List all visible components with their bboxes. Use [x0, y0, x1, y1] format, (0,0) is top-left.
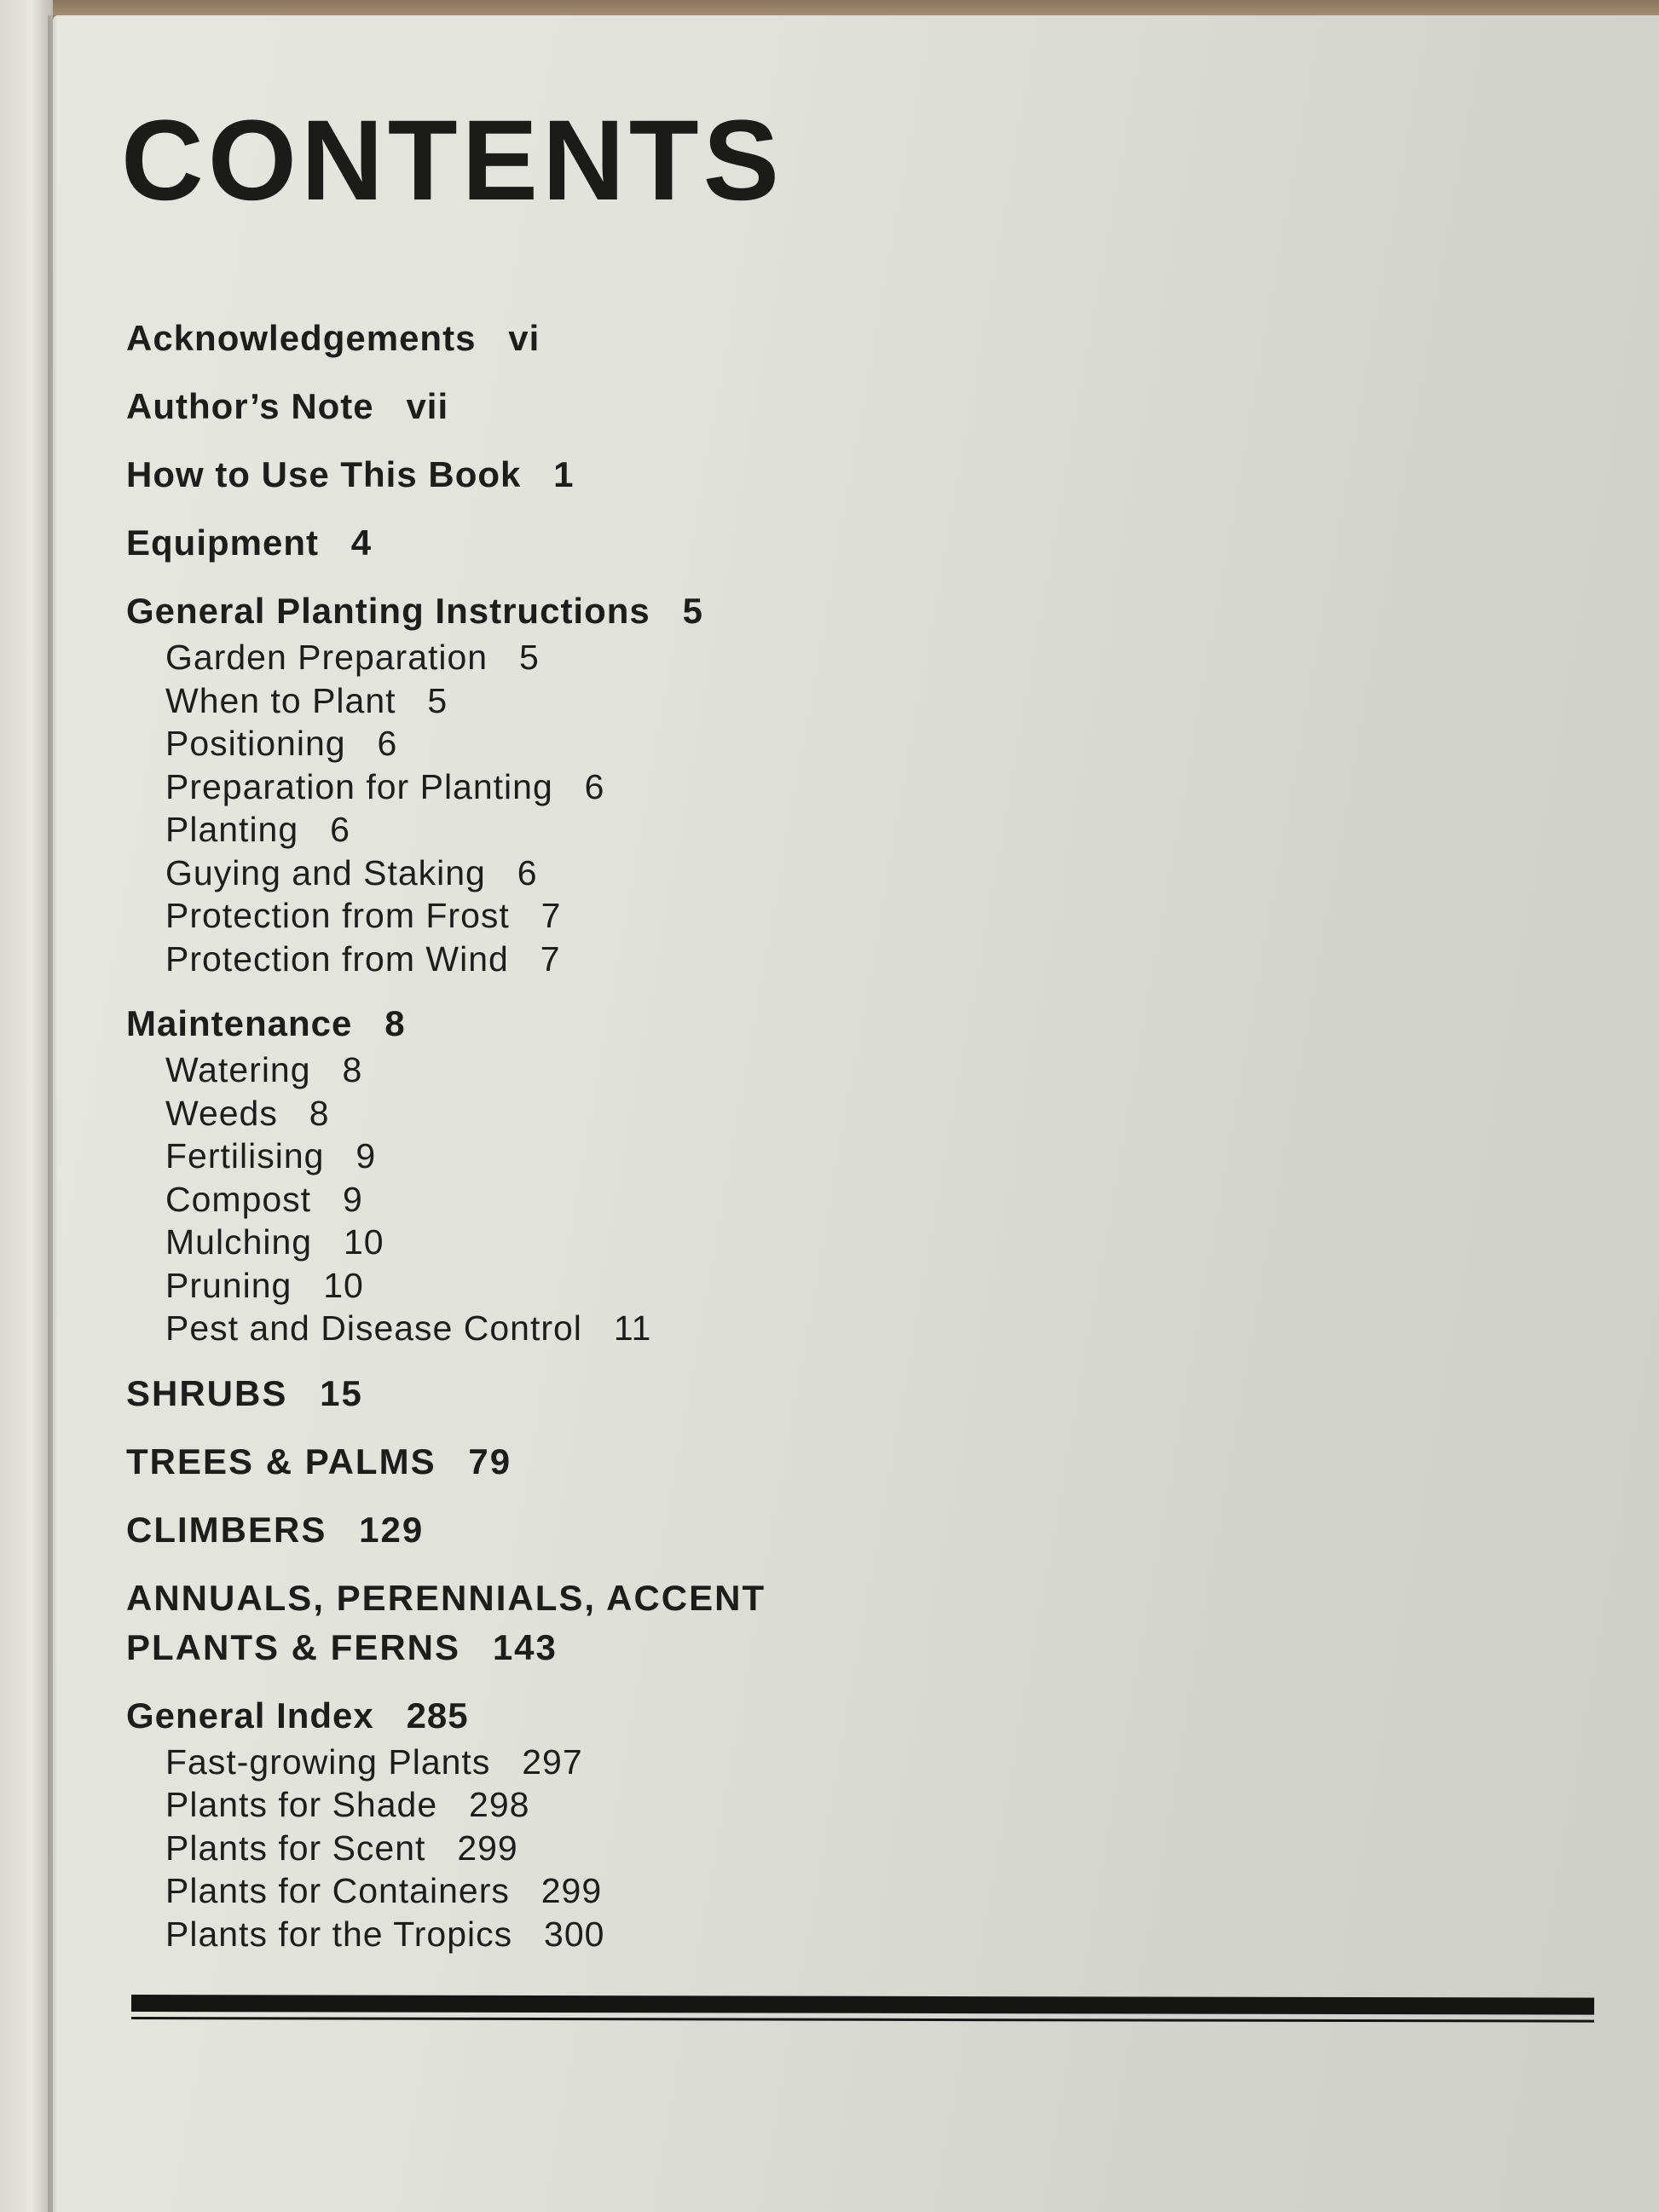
toc-label: Watering — [165, 1050, 311, 1089]
toc-label: Pest and Disease Control — [165, 1308, 582, 1348]
toc-page-number: 4 — [350, 523, 373, 563]
page-fold-shadow — [48, 15, 58, 2212]
toc-subentry — [126, 1307, 893, 1350]
toc-page-number: 298 — [469, 1785, 530, 1824]
toc-entry-annuals-line2 — [126, 1623, 893, 1672]
toc-subentry — [126, 679, 893, 723]
toc-label: Protection from Frost — [165, 896, 510, 935]
toc-label: General Planting Instructions — [126, 591, 650, 631]
toc-page-number: 5 — [682, 591, 703, 631]
toc-page-number: 285 — [406, 1695, 469, 1736]
toc-subentry — [126, 1741, 893, 1784]
toc-entry-acknowledgements — [126, 314, 893, 363]
toc-page-number: 5 — [519, 638, 540, 677]
toc-label: Planting — [165, 810, 299, 849]
toc-subentry — [126, 636, 893, 679]
toc-label: CLIMBERS — [126, 1509, 327, 1550]
toc-page-number: 15 — [320, 1372, 363, 1413]
toc-page-number: 11 — [613, 1308, 652, 1348]
toc-subentry — [126, 894, 893, 938]
toc-subentry — [126, 1913, 893, 1956]
toc-subentry — [126, 1264, 893, 1308]
toc-page-number: 9 — [356, 1136, 377, 1175]
toc-entry-general-planting — [126, 586, 893, 636]
toc-page-number: 299 — [457, 1828, 518, 1868]
toc-label: Plants for Containers — [165, 1871, 510, 1910]
toc-page-number: 8 — [309, 1093, 330, 1133]
toc-entry-authors-note — [126, 382, 893, 431]
toc-label: PLANTS & FERNS — [126, 1626, 461, 1667]
toc-label: General Index — [126, 1695, 374, 1736]
toc-label: Compost — [165, 1179, 312, 1219]
toc-label: Mulching — [165, 1222, 313, 1262]
toc-label: Plants for Scent — [165, 1828, 426, 1868]
toc-page-number: 79 — [468, 1441, 512, 1481]
toc-label: ANNUALS, PERENNIALS, ACCENT — [126, 1577, 766, 1618]
toc-page-number: 8 — [342, 1050, 363, 1089]
toc-page-number: 8 — [384, 1003, 406, 1043]
toc-subentry — [126, 1178, 893, 1222]
toc-label: Positioning — [165, 724, 346, 763]
toc-page-number: 7 — [540, 896, 562, 935]
toc-entry-general-index — [126, 1691, 893, 1741]
toc-page-number: 129 — [359, 1509, 425, 1550]
toc-label: When to Plant — [165, 680, 396, 720]
toc-page-number: 1 — [553, 454, 575, 494]
toc-label: Weeds — [165, 1093, 278, 1133]
toc-label: TREES & PALMS — [126, 1441, 436, 1481]
toc-page-number: 299 — [540, 1871, 603, 1910]
toc-entry-equipment — [126, 518, 893, 568]
toc-label: Fast-growing Plants — [165, 1741, 491, 1782]
toc-label: Fertilising — [165, 1136, 325, 1175]
toc-entry-annuals-line1 — [126, 1574, 893, 1623]
toc-label: SHRUBS — [126, 1372, 288, 1413]
toc-entry-how-to-use — [126, 450, 893, 500]
toc-page-number: 300 — [544, 1914, 605, 1954]
toc-page-number: vi — [508, 318, 540, 358]
toc-label: Protection from Wind — [165, 939, 509, 979]
toc-label: Preparation for Planting — [165, 766, 553, 806]
toc-label: Garden Preparation — [165, 638, 488, 677]
toc-label: Acknowledgements — [126, 318, 477, 358]
toc-label: Equipment — [126, 523, 319, 563]
toc-page-number: 6 — [584, 766, 605, 806]
toc-entry-maintenance — [126, 999, 893, 1048]
toc-label: Author’s Note — [126, 386, 374, 426]
toc-entry-trees-palms — [126, 1437, 893, 1487]
toc-subentry — [126, 1783, 893, 1827]
toc-page-number: vii — [406, 386, 449, 426]
footer-rule-thick — [131, 1995, 1594, 2015]
previous-page-edge — [0, 0, 53, 2212]
toc-subentry — [126, 1221, 893, 1264]
toc-subentry — [126, 765, 893, 809]
toc-page-number: 10 — [323, 1265, 364, 1305]
toc-label: Plants for Shade — [165, 1785, 438, 1824]
toc-subentry — [126, 1135, 893, 1178]
toc-label: Pruning — [165, 1265, 292, 1305]
toc-label: Guying and Staking — [165, 852, 486, 892]
toc-subentry — [126, 1869, 893, 1913]
toc-subentry — [126, 722, 893, 765]
toc-page-number: 6 — [377, 724, 398, 763]
toc-subentry — [126, 1048, 893, 1092]
toc-label: How to Use This Book — [126, 454, 522, 494]
toc-page-number: 10 — [343, 1222, 384, 1262]
toc-entry-climbers — [126, 1505, 893, 1555]
toc-label: Plants for the Tropics — [165, 1914, 513, 1954]
toc-subentry — [126, 852, 893, 895]
toc-page-number: 143 — [492, 1626, 558, 1667]
toc-page-number: 7 — [540, 939, 561, 979]
toc-subentry — [126, 1092, 893, 1135]
toc-page-number: 9 — [342, 1179, 363, 1219]
table-of-contents — [126, 314, 893, 1955]
toc-entry-shrubs — [126, 1369, 893, 1418]
page-title: CONTENTS — [121, 97, 783, 224]
toc-subentry — [126, 938, 893, 981]
toc-page-number: 6 — [517, 852, 538, 892]
toc-page-number: 5 — [427, 680, 448, 720]
toc-page-number: 297 — [522, 1741, 583, 1782]
toc-label: Maintenance — [126, 1003, 353, 1043]
toc-subentry — [126, 808, 893, 852]
toc-page-number: 6 — [330, 810, 350, 849]
toc-subentry — [126, 1827, 893, 1870]
